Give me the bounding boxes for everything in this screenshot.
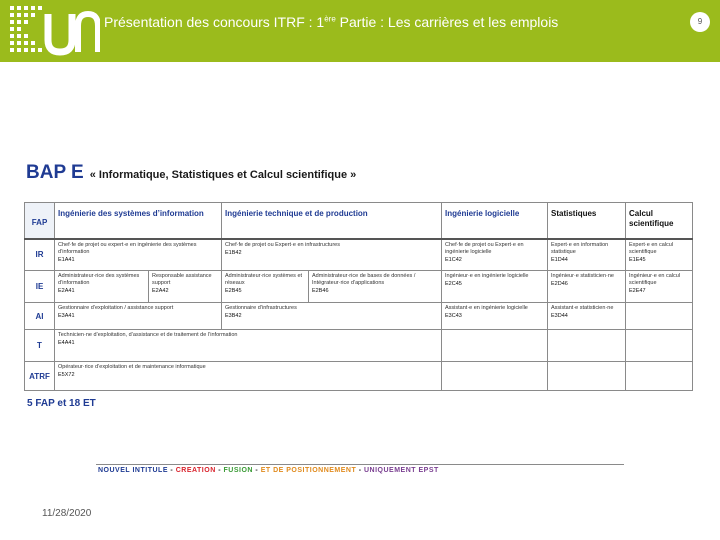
table-cell: [548, 271, 626, 303]
job-title: Ingénieur·e statisticien·ne: [551, 273, 614, 279]
legend-creation: CREATION: [175, 467, 216, 474]
row-label-ai: AI: [25, 303, 55, 330]
col-header-logicielle: Ingénierie logicielle: [442, 203, 548, 239]
col-header-statistiques: Statistiques: [548, 203, 626, 239]
table-cell: [149, 271, 222, 303]
table-cell: [222, 271, 309, 303]
job-code: E1E45: [629, 256, 646, 263]
col-header-calcul-scientifique: Calcul scientifique: [626, 203, 693, 239]
university-logo: [8, 4, 100, 58]
header-band: [0, 0, 720, 62]
table-cell: [442, 239, 548, 271]
job-code: E3C43: [445, 313, 462, 319]
table-cell-empty: [626, 362, 693, 391]
bap-table: [24, 202, 693, 391]
legend-fusion: FUSION: [223, 467, 253, 474]
table-cell: [442, 271, 548, 303]
job-title: Expert·e en calcul scientifique: [629, 241, 674, 255]
job-code: E2A42: [152, 288, 169, 294]
job-code: E5X72: [58, 372, 75, 378]
job-title: Chef·fe de projet ou expert·e en ingénierie des systèmes d’information: [58, 241, 197, 255]
table-row: [25, 330, 693, 362]
job-code: E2B46: [312, 288, 329, 294]
job-code: E4A41: [58, 340, 75, 346]
table-cell-empty: [548, 362, 626, 391]
row-label-atrf: ATRF: [25, 362, 55, 391]
table-cell: [55, 362, 442, 391]
title-part-1: Présentation des concours ITRF : 1: [104, 14, 325, 30]
bap-summary: 5 FAP et 18 ET: [27, 398, 96, 409]
legend-separator: -: [167, 467, 176, 474]
job-title: Assistant·e en ingénierie logicielle: [445, 305, 528, 311]
table-cell-empty: [626, 303, 693, 330]
slide-date: 11/28/2020: [42, 508, 92, 519]
row-label-ir: IR: [25, 239, 55, 271]
table-row: [25, 271, 693, 303]
job-code: E1D44: [551, 256, 568, 263]
table-cell-empty: [548, 330, 626, 362]
job-code: E2B45: [225, 288, 242, 294]
job-code: E2A41: [58, 288, 75, 294]
legend-separator: -: [215, 467, 224, 474]
table-cell: [222, 239, 442, 271]
slide-number: 9: [690, 12, 710, 32]
table-cell: [548, 239, 626, 271]
legend-positionnement: ET DE POSITIONNEMENT: [260, 467, 357, 474]
table-cell: [626, 271, 693, 303]
bap-label: « Informatique, Statistiques et Calcul scientifique »: [89, 169, 357, 181]
job-title: Ingénieur·e en ingénierie logicielle: [445, 273, 529, 279]
job-title: Chef·fe de projet ou Expert·e en ingénierie logicielle: [445, 241, 524, 255]
title-superscript: ère: [324, 14, 336, 24]
job-title: Ingénieur·e en calcul scientifique: [629, 273, 681, 286]
slide-title: [104, 12, 664, 32]
job-title: Gestionnaire d’exploitation / assistance support: [58, 305, 174, 311]
table-header-row: [25, 203, 693, 239]
table-row: [25, 362, 693, 391]
job-code: E1A41: [58, 256, 75, 263]
job-code: E1C42: [445, 256, 462, 263]
table-cell-empty: [442, 330, 548, 362]
job-code: E2E47: [629, 288, 646, 294]
job-title: Administrateur·rice des systèmes d’information: [58, 273, 140, 286]
job-code: E3B42: [225, 313, 242, 319]
title-part-2: Partie : Les carrières et les emplois: [335, 14, 559, 30]
row-label-t: T: [25, 330, 55, 362]
job-code: E2C45: [445, 281, 462, 287]
bap-heading: [26, 162, 356, 184]
table-cell: [55, 330, 442, 362]
job-title: Administrateur·rice systèmes et réseaux: [225, 273, 303, 286]
job-title: Technicien·ne d’exploitation, d’assistance et de traitement de l’information: [58, 332, 238, 338]
job-title: Gestionnaire d’infrastructures: [225, 305, 297, 311]
job-code: E1B42: [225, 249, 242, 256]
table-cell-empty: [626, 330, 693, 362]
table-cell: [442, 303, 548, 330]
legend-separator: -: [252, 467, 261, 474]
table-cell: [309, 271, 442, 303]
legend-divider: [96, 464, 624, 465]
job-code: E3A41: [58, 313, 75, 319]
legend-separator: -: [356, 467, 364, 474]
legend: [98, 467, 439, 474]
legend-nouvel-intitule: NOUVEL INTITULE: [98, 467, 168, 474]
table-cell: [626, 239, 693, 271]
job-title: Administrateur·rice de bases de données / Intégrateur·rice d’applications: [312, 273, 416, 286]
table-cell: [55, 271, 149, 303]
job-code: E2D46: [551, 281, 568, 287]
job-title: Opérateur·rice d’exploitation et de maintenance informatique: [58, 364, 206, 370]
table-cell: [222, 303, 442, 330]
table-cell: [55, 303, 222, 330]
job-title: Assistant·e statisticien·ne: [551, 305, 614, 311]
table-cell: [548, 303, 626, 330]
table-row: [25, 239, 693, 271]
col-header-systemes-information: Ingénierie des systèmes d’information: [55, 203, 222, 239]
table-cell: [55, 239, 222, 271]
table-cell-empty: [442, 362, 548, 391]
row-label-ie: IE: [25, 271, 55, 303]
legend-uniquement-epst: UNIQUEMENT EPST: [363, 467, 439, 474]
bap-code: BAP E: [26, 162, 84, 183]
job-code: E3D44: [551, 313, 568, 319]
table-row: [25, 303, 693, 330]
job-title: Responsable assistance support: [152, 273, 212, 286]
corner-cell: FAP: [25, 203, 55, 239]
col-header-technique-production: Ingénierie technique et de production: [222, 203, 442, 239]
job-title: Expert·e en information statistique: [551, 241, 609, 255]
job-title: Chef·fe de projet ou Expert·e en infrastructures: [225, 241, 340, 248]
